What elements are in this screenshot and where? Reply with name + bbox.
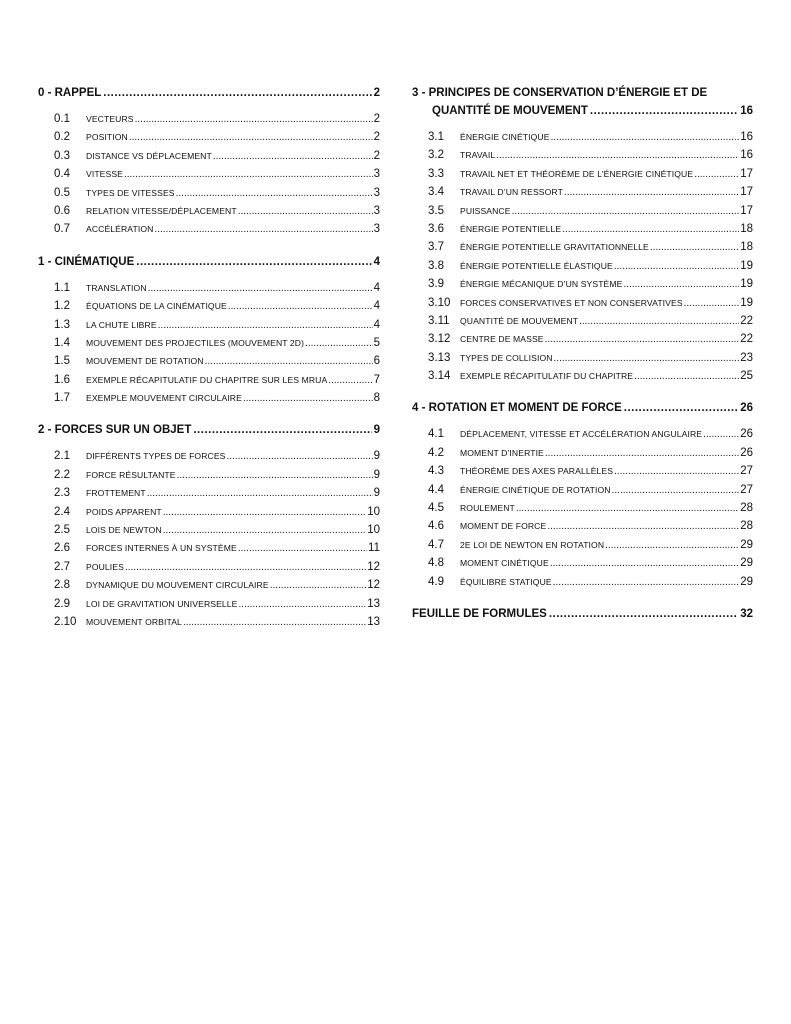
section-number: 1.4 xyxy=(54,336,70,349)
section-title: ÉNERGIE CINÉTIQUE xyxy=(460,132,550,142)
section-number: 4.6 xyxy=(428,520,444,533)
section-title: DIFFÉRENTS TYPES DE FORCES xyxy=(86,451,226,462)
section-title: TYPES DE COLLISION xyxy=(460,352,553,363)
section-number: 1.5 xyxy=(54,355,70,368)
chapter-heading[interactable] xyxy=(412,84,753,120)
section-number: 4.5 xyxy=(428,502,444,515)
dot-leader xyxy=(103,84,371,102)
toc-entry[interactable] xyxy=(54,316,380,334)
toc-entry[interactable] xyxy=(54,558,380,576)
dot-leader xyxy=(496,147,739,165)
section-title: VECTEURS xyxy=(86,114,134,124)
section-title: DISTANCE VS DÉPLACEMENT xyxy=(86,150,212,161)
toc-chapter xyxy=(412,605,753,623)
toc-chapter xyxy=(412,84,753,385)
dot-leader xyxy=(549,605,738,623)
section-title: TYPES DE VITESSES xyxy=(86,187,175,198)
chapter-title-line2 xyxy=(412,102,753,120)
section-number: 4.8 xyxy=(428,557,444,570)
toc-entry[interactable] xyxy=(428,165,753,183)
dot-leader xyxy=(205,353,373,371)
section-number: 2.1 xyxy=(54,450,70,463)
dot-leader xyxy=(177,467,373,485)
toc-entry[interactable] xyxy=(54,595,380,613)
chapter-title: QUANTITÉ DE MOUVEMENT xyxy=(432,105,588,117)
section-list xyxy=(412,128,753,385)
section-title: FROTTEMENT xyxy=(86,488,146,499)
toc-entry[interactable] xyxy=(428,573,753,591)
section-page: 2 xyxy=(373,131,380,144)
section-title: ÉNERGIE POTENTIELLE xyxy=(460,223,562,234)
dot-leader xyxy=(562,221,739,239)
section-page: 10 xyxy=(367,524,380,537)
section-page: 3 xyxy=(373,168,380,181)
dot-leader xyxy=(154,221,372,239)
section-number: 0.5 xyxy=(54,186,70,199)
dot-leader xyxy=(270,577,367,595)
dot-leader xyxy=(183,614,366,632)
section-page: 22 xyxy=(740,314,753,327)
chapter-title: 4 - ROTATION ET MOMENT DE FORCE xyxy=(412,402,622,415)
section-page: 4 xyxy=(373,318,380,331)
section-page: 19 xyxy=(740,296,753,309)
section-number: 3.5 xyxy=(428,204,444,217)
section-page: 16 xyxy=(740,131,753,143)
section-number: 1.7 xyxy=(54,392,70,405)
dot-leader xyxy=(623,276,739,294)
chapter-title: FEUILLE DE FORMULES xyxy=(412,607,547,620)
toc-entry[interactable] xyxy=(54,466,380,484)
section-page: 13 xyxy=(367,597,380,610)
section-title: LOI DE GRAVITATION UNIVERSELLE xyxy=(86,598,238,609)
dot-leader xyxy=(129,129,373,147)
chapter-heading[interactable] xyxy=(38,84,380,102)
section-page: 29 xyxy=(740,557,753,570)
section-number: 3.13 xyxy=(428,351,451,364)
dot-leader xyxy=(305,335,373,353)
dot-leader xyxy=(634,368,739,386)
section-number: 4.4 xyxy=(428,483,444,496)
chapter-heading[interactable] xyxy=(38,253,380,271)
toc-entry[interactable] xyxy=(428,425,753,443)
section-title: DYNAMIQUE DU MOUVEMENT CIRCULAIRE xyxy=(86,580,269,591)
toc-entry[interactable] xyxy=(54,128,380,146)
dot-leader xyxy=(328,372,372,390)
toc-entry[interactable] xyxy=(428,257,753,275)
dot-leader xyxy=(226,448,372,466)
toc-entry[interactable] xyxy=(428,462,753,480)
dot-leader xyxy=(512,203,740,221)
section-number: 3.10 xyxy=(428,296,451,309)
section-page: 16 xyxy=(740,149,753,162)
toc-entry[interactable] xyxy=(54,165,380,183)
chapter-page: 2 xyxy=(373,87,380,99)
section-page: 10 xyxy=(367,505,380,518)
section-page: 2 xyxy=(373,113,380,125)
dot-leader xyxy=(550,555,739,573)
dot-leader xyxy=(243,390,373,408)
section-page: 17 xyxy=(740,186,753,199)
section-number: 0.2 xyxy=(54,131,70,144)
dot-leader xyxy=(605,537,739,555)
section-page: 19 xyxy=(740,259,753,272)
toc-entry[interactable] xyxy=(54,352,380,370)
section-number: 3.12 xyxy=(428,333,451,346)
toc-entry[interactable] xyxy=(428,481,753,499)
section-title: TRANSLATION xyxy=(86,282,147,293)
chapter-title: 2 - FORCES SUR UN OBJET xyxy=(38,424,192,437)
section-page: 17 xyxy=(740,204,753,217)
section-title: ÉQUATIONS DE LA CINÉMATIQUE xyxy=(86,301,227,312)
dot-leader xyxy=(547,518,739,536)
section-title: CENTRE DE MASSE xyxy=(460,334,544,345)
section-number: 4.7 xyxy=(428,538,444,551)
section-number: 0.7 xyxy=(54,223,70,236)
section-page: 4 xyxy=(373,281,380,294)
section-number: 1.3 xyxy=(54,318,70,331)
dot-leader xyxy=(579,313,739,331)
dot-leader xyxy=(238,203,373,221)
section-page: 18 xyxy=(740,222,753,235)
section-page: 9 xyxy=(373,450,380,463)
section-number: 3.14 xyxy=(428,370,451,383)
section-page: 9 xyxy=(373,487,380,500)
dot-leader xyxy=(238,540,367,558)
section-page: 25 xyxy=(740,370,753,383)
section-number: 2.7 xyxy=(54,560,70,573)
section-page: 3 xyxy=(373,186,380,199)
section-page: 13 xyxy=(367,615,380,628)
section-page: 28 xyxy=(740,502,753,515)
section-page: 8 xyxy=(373,392,380,405)
section-page: 9 xyxy=(373,468,380,481)
dot-leader xyxy=(125,559,366,577)
section-number: 2.9 xyxy=(54,597,70,610)
section-title: MOUVEMENT ORBITAL xyxy=(86,616,182,627)
toc-entry[interactable] xyxy=(54,576,380,594)
toc-entry[interactable] xyxy=(54,371,380,389)
section-number: 1.6 xyxy=(54,373,70,386)
toc-entry[interactable] xyxy=(428,517,753,535)
section-title: FORCES INTERNES À UN SYSTÈME xyxy=(86,543,237,554)
toc-entry[interactable] xyxy=(428,294,753,312)
section-number: 3.11 xyxy=(428,314,450,327)
section-title: MOUVEMENT DE ROTATION xyxy=(86,356,204,367)
toc-entry[interactable] xyxy=(54,202,380,220)
section-number: 3.6 xyxy=(428,222,444,235)
toc-entry[interactable] xyxy=(54,484,380,502)
dot-leader xyxy=(545,331,740,349)
dot-leader xyxy=(516,500,739,518)
chapter-title-line1: 3 - PRINCIPES DE CONSERVATION D’ÉNERGIE ET DE xyxy=(412,87,708,99)
toc-left-column xyxy=(38,84,380,645)
toc-entry[interactable] xyxy=(54,220,380,238)
dot-leader xyxy=(551,129,740,147)
section-number: 3.1 xyxy=(428,131,444,143)
section-page: 29 xyxy=(740,575,753,588)
section-title: ÉNERGIE MÉCANIQUE D’UN SYSTÈME xyxy=(460,279,623,290)
chapter-title: 1 - CINÉMATIQUE xyxy=(38,255,135,268)
toc-entry[interactable] xyxy=(428,220,753,238)
section-title: MOUVEMENT DES PROJECTILES (MOUVEMENT 2D) xyxy=(86,337,305,348)
toc-entry[interactable] xyxy=(428,312,753,330)
dot-leader xyxy=(624,399,738,417)
section-page: 23 xyxy=(740,351,753,364)
section-page: 3 xyxy=(373,223,380,236)
section-number: 2.6 xyxy=(54,542,70,555)
dot-leader xyxy=(136,253,371,271)
toc-entry[interactable] xyxy=(428,499,753,517)
dot-leader xyxy=(239,596,367,614)
section-title: EXEMPLE RÉCAPITULATIF DU CHAPITRE SUR LES MRUA xyxy=(86,374,328,385)
section-title: ACCÉLÉRATION xyxy=(86,224,154,235)
section-title: PUISSANCE xyxy=(460,205,511,216)
section-page: 6 xyxy=(373,355,380,368)
section-page: 29 xyxy=(740,538,753,551)
section-title: POULIES xyxy=(86,561,124,572)
toc-chapter xyxy=(38,84,380,239)
toc-right-column xyxy=(412,84,753,637)
dot-leader xyxy=(148,280,373,298)
section-page: 26 xyxy=(740,428,753,441)
toc-entry[interactable] xyxy=(54,184,380,202)
section-title: ÉNERGIE POTENTIELLE GRAVITATIONNELLE xyxy=(460,242,649,253)
dot-leader xyxy=(158,317,373,335)
section-title: TRAVAIL NET ET THÉORÈME DE L’ÉNERGIE CINÉTIQUE xyxy=(460,168,694,179)
section-number: 0.6 xyxy=(54,204,70,217)
dot-leader xyxy=(564,184,739,202)
dot-leader xyxy=(163,522,366,540)
toc-entry[interactable] xyxy=(428,554,753,572)
toc-entry[interactable] xyxy=(54,279,380,297)
section-number: 4.2 xyxy=(428,446,444,459)
section-number: 2.10 xyxy=(54,615,77,628)
dot-leader xyxy=(612,482,740,500)
dot-leader xyxy=(176,185,373,203)
section-page: 2 xyxy=(373,149,380,162)
toc-entry[interactable] xyxy=(428,367,753,385)
section-title: RELATION VITESSE/DÉPLACEMENT xyxy=(86,205,237,216)
section-title: QUANTITÉ DE MOUVEMENT xyxy=(460,315,579,326)
section-number: 3.3 xyxy=(428,167,444,180)
dot-leader xyxy=(684,295,740,313)
section-number: 4.1 xyxy=(428,428,444,441)
dot-leader xyxy=(228,298,373,316)
section-number: 3.9 xyxy=(428,278,444,291)
section-number: 0.4 xyxy=(54,168,70,181)
dot-leader xyxy=(553,574,739,592)
chapter-page: 32 xyxy=(740,607,753,620)
dot-leader xyxy=(590,102,738,120)
section-number: 1.1 xyxy=(54,281,70,294)
toc-entry[interactable] xyxy=(54,539,380,557)
toc-entry[interactable] xyxy=(428,202,753,220)
section-page: 27 xyxy=(740,465,753,478)
toc-chapter xyxy=(38,421,380,631)
dot-leader xyxy=(163,504,366,522)
section-list xyxy=(38,110,380,239)
section-title: ÉQUILIBRE STATIQUE xyxy=(460,576,552,587)
toc-entry[interactable] xyxy=(428,146,753,164)
section-number: 3.8 xyxy=(428,259,444,272)
section-list xyxy=(38,447,380,631)
toc-entry[interactable] xyxy=(428,128,753,146)
toc-entry[interactable] xyxy=(54,334,380,352)
section-number: 2.2 xyxy=(54,468,70,481)
dot-leader xyxy=(124,166,373,184)
section-title: MOMENT D’INERTIE xyxy=(460,447,544,458)
section-title: MOMENT CINÉTIQUE xyxy=(460,558,549,569)
toc-entry[interactable] xyxy=(54,110,380,128)
section-title: TRAVAIL xyxy=(460,150,496,161)
dot-leader xyxy=(614,463,739,481)
dot-leader xyxy=(703,426,739,444)
section-page: 19 xyxy=(740,278,753,291)
section-page: 22 xyxy=(740,333,753,346)
toc-entry[interactable] xyxy=(428,444,753,462)
section-page: 7 xyxy=(373,373,380,386)
chapter-page: 9 xyxy=(373,424,380,437)
toc-entry[interactable] xyxy=(54,297,380,315)
section-title: VITESSE xyxy=(86,169,123,180)
chapter-heading[interactable] xyxy=(38,421,380,439)
section-number: 2.8 xyxy=(54,579,70,592)
dot-leader xyxy=(193,421,371,439)
dot-leader xyxy=(650,239,739,257)
section-title: MOMENT DE FORCE xyxy=(460,521,547,532)
section-page: 27 xyxy=(740,483,753,496)
section-title: LA CHUTE LIBRE xyxy=(86,319,157,330)
toc-entry[interactable] xyxy=(428,183,753,201)
chapter-heading[interactable] xyxy=(412,605,753,623)
toc-entry[interactable] xyxy=(54,389,380,407)
section-title: ÉNERGIE CINÉTIQUE DE ROTATION xyxy=(460,484,611,495)
section-page: 11 xyxy=(368,542,380,555)
chapter-page: 4 xyxy=(373,255,380,268)
toc-entry[interactable] xyxy=(54,447,380,465)
dot-leader xyxy=(614,258,739,276)
section-number: 2.4 xyxy=(54,505,70,518)
section-page: 18 xyxy=(740,241,753,254)
toc-entry[interactable] xyxy=(428,349,753,367)
dot-leader xyxy=(213,148,373,166)
section-page: 17 xyxy=(740,167,753,180)
section-title: DÉPLACEMENT, VITESSE ET ACCÉLÉRATION ANGULAIRE xyxy=(460,429,703,440)
chapter-page: 16 xyxy=(740,105,753,117)
section-page: 12 xyxy=(367,579,380,592)
toc-entry[interactable] xyxy=(54,613,380,631)
section-title: FORCES CONSERVATIVES ET NON CONSERVATIVES xyxy=(460,297,683,308)
section-title: EXEMPLE RÉCAPITULATIF DU CHAPITRE xyxy=(460,371,634,382)
dot-leader xyxy=(694,166,739,184)
section-title: LOIS DE NEWTON xyxy=(86,525,162,536)
section-number: 3.7 xyxy=(428,241,444,254)
section-title: POIDS APPARENT xyxy=(86,506,162,517)
toc-entry[interactable] xyxy=(428,238,753,256)
section-number: 2.3 xyxy=(54,487,70,500)
toc-entry[interactable] xyxy=(54,521,380,539)
toc-entry[interactable] xyxy=(428,275,753,293)
section-title: EXEMPLE MOUVEMENT CIRCULAIRE xyxy=(86,393,242,404)
section-title: TRAVAIL D’UN RESSORT xyxy=(460,187,563,198)
section-number: 3.4 xyxy=(428,186,444,199)
chapter-page: 26 xyxy=(740,402,753,415)
section-title: 2E LOI DE NEWTON EN ROTATION xyxy=(460,539,605,550)
toc-chapter xyxy=(38,253,380,408)
toc-entry[interactable] xyxy=(428,330,753,348)
toc-entry[interactable] xyxy=(54,503,380,521)
section-list xyxy=(412,425,753,591)
section-title: ROULEMENT xyxy=(460,503,515,514)
section-list xyxy=(38,279,380,408)
section-number: 4.3 xyxy=(428,465,444,478)
section-page: 3 xyxy=(373,204,380,217)
dot-leader xyxy=(545,445,739,463)
section-number: 3.2 xyxy=(428,149,444,162)
section-number: 0.1 xyxy=(54,113,70,125)
section-page: 28 xyxy=(740,520,753,533)
section-title: ÉNERGIE POTENTIELLE ÉLASTIQUE xyxy=(460,260,613,271)
chapter-title: 0 - RAPPEL xyxy=(38,87,102,99)
toc-entry[interactable] xyxy=(54,147,380,165)
section-page: 26 xyxy=(740,446,753,459)
dot-leader xyxy=(147,485,373,503)
section-page: 5 xyxy=(373,336,380,349)
section-number: 2.5 xyxy=(54,524,70,537)
chapter-heading[interactable] xyxy=(412,399,753,417)
section-page: 4 xyxy=(373,300,380,313)
section-number: 0.3 xyxy=(54,149,70,162)
section-page: 12 xyxy=(367,560,380,573)
section-number: 4.9 xyxy=(428,575,444,588)
section-title: FORCE RÉSULTANTE xyxy=(86,469,176,480)
section-number: 1.2 xyxy=(54,300,70,313)
dot-leader xyxy=(554,350,740,368)
section-title: POSITION xyxy=(86,132,128,143)
dot-leader xyxy=(135,111,373,129)
toc-chapter xyxy=(412,399,753,591)
section-title: THÉORÈME DES AXES PARALLÈLES xyxy=(460,466,614,477)
toc-entry[interactable] xyxy=(428,536,753,554)
